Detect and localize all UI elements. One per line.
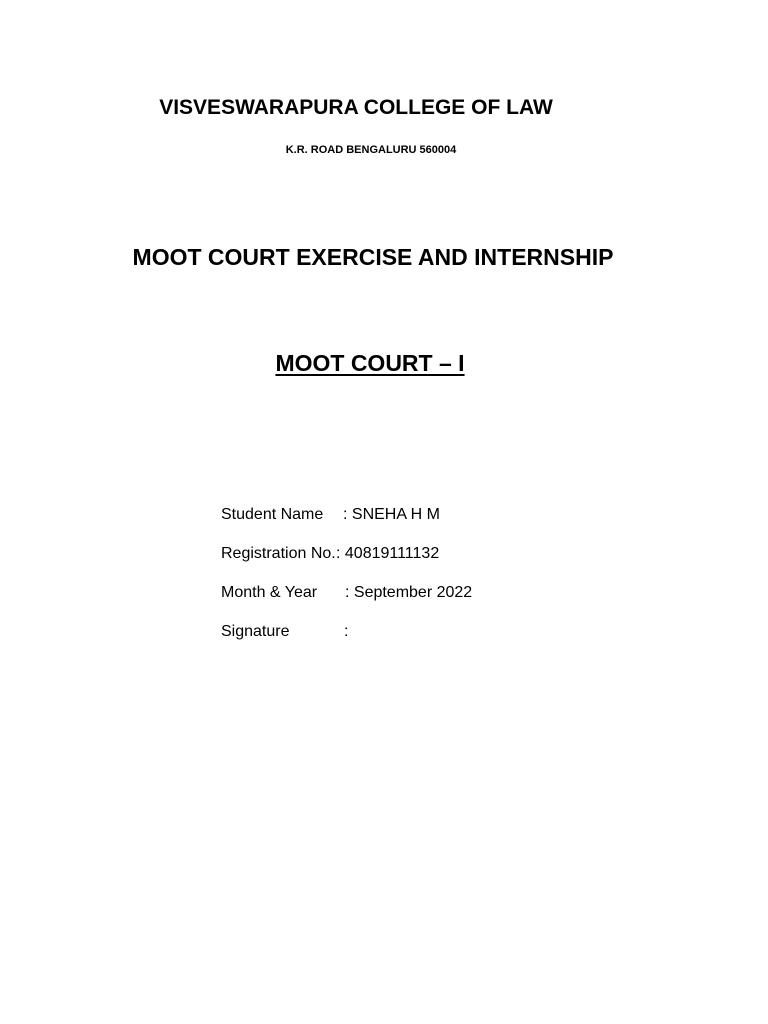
detail-row-signature [221, 623, 641, 662]
college-address: K.R. ROAD BENGALURU 560004 [285, 144, 457, 156]
detail-label: Registration No. [221, 545, 336, 562]
student-details [221, 506, 641, 662]
detail-value: : September 2022 [345, 584, 473, 601]
detail-value: : [344, 623, 349, 640]
detail-value: : 40819111132 [336, 545, 440, 562]
detail-label: Signature [221, 623, 290, 640]
sub-title: MOOT COURT – I [275, 350, 465, 376]
detail-label: Month & Year [221, 584, 318, 601]
detail-label: Student Name [221, 506, 324, 523]
main-title: MOOT COURT EXERCISE AND INTERNSHIP [132, 244, 614, 270]
detail-value: : SNEHA H M [343, 506, 440, 523]
detail-row-month-year [221, 584, 641, 623]
detail-row-registration-no [221, 545, 641, 584]
college-name: VISVESWARAPURA COLLEGE OF LAW [159, 96, 553, 119]
detail-row-student-name [221, 506, 641, 545]
